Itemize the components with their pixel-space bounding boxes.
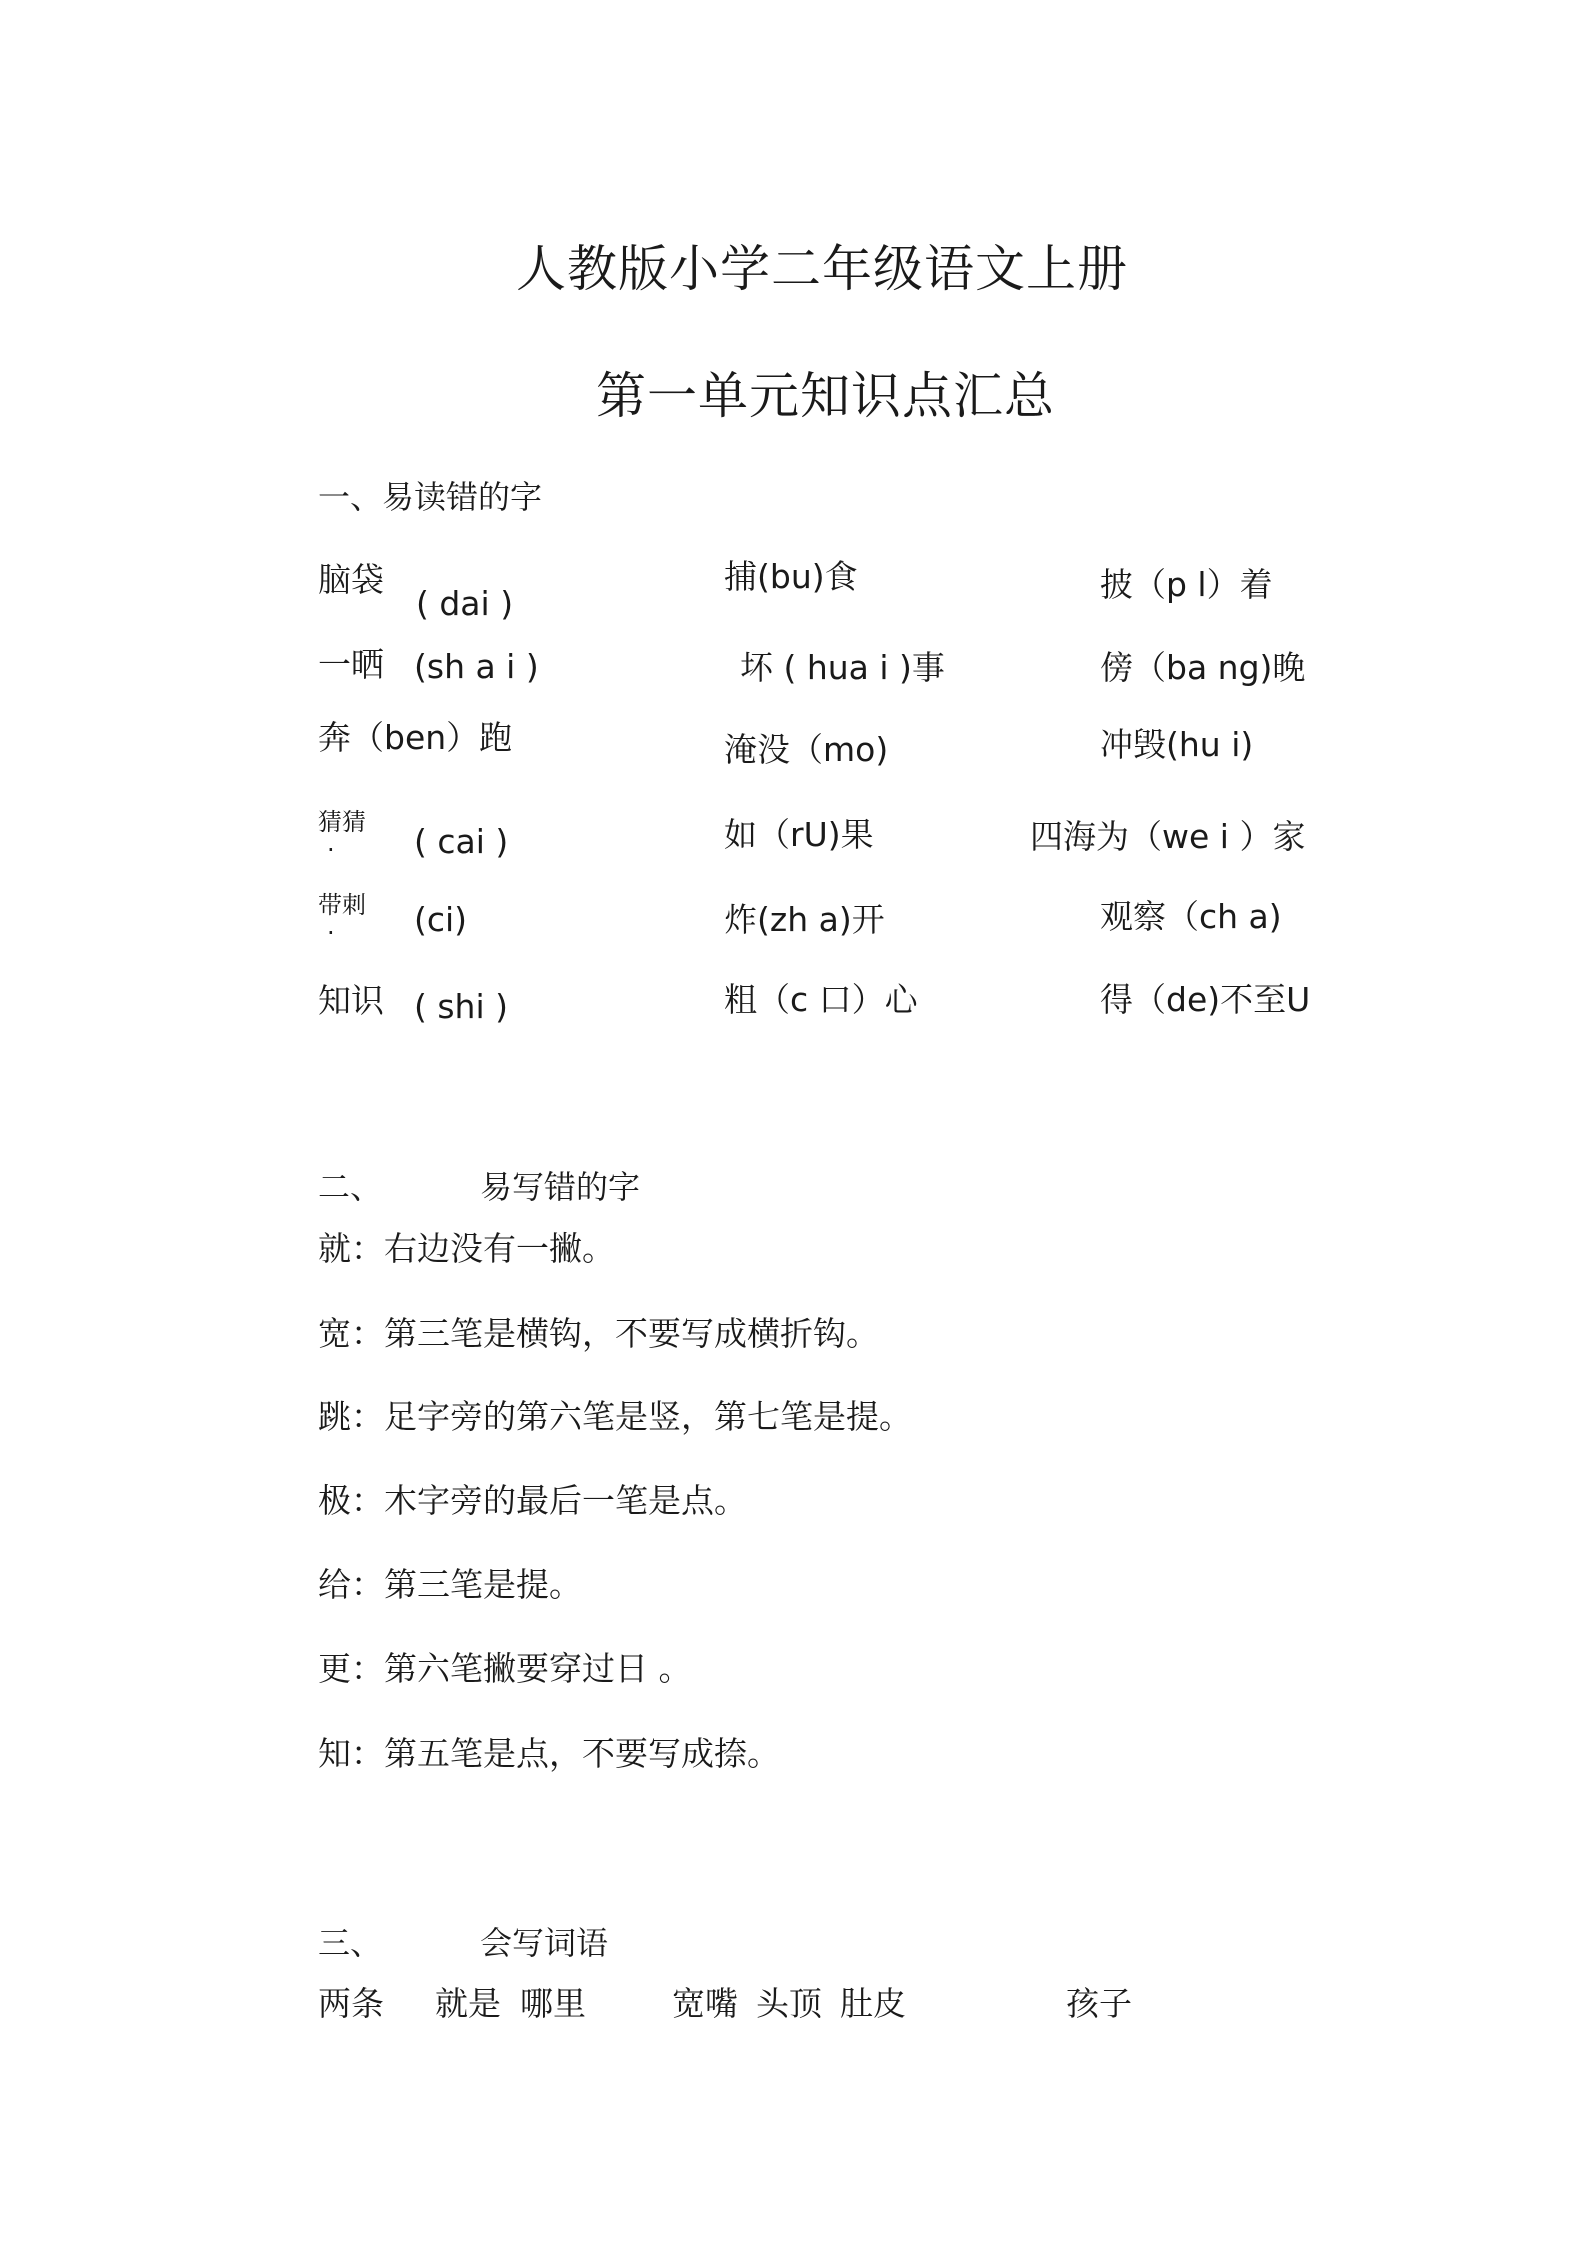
vocab-word: 两条 xyxy=(318,1984,384,2023)
word-cell: 粗（c 口）心 xyxy=(724,980,918,1019)
list-item: 就：右边没有一撇。 xyxy=(318,1229,615,1268)
word-cell: 知识 xyxy=(318,981,384,1020)
document-title: 人教版小学二年级语文上册 xyxy=(516,240,1128,298)
word-cell: 如（rU)果 xyxy=(724,815,874,854)
list-item: 知：第五笔是点，不要写成捺。 xyxy=(318,1734,780,1773)
word-cell: 奔（ben）跑 xyxy=(318,718,513,757)
list-item: 给：第三笔是提。 xyxy=(318,1565,582,1604)
list-item: 宽：第三笔是横钩，不要写成横折钩。 xyxy=(318,1314,879,1353)
word-cell: 猜猜 xyxy=(318,808,366,836)
word-cell: 炸(zh a)开 xyxy=(724,900,885,939)
word-cell: 观察（ch a) xyxy=(1100,897,1282,936)
word-cell: 四海为（we i ）家 xyxy=(1030,817,1306,856)
section3-heading-number: 三、 xyxy=(318,1924,383,1962)
vocab-word: 宽嘴 xyxy=(672,1984,738,2023)
vocab-word: 肚皮 xyxy=(840,1984,906,2023)
vocab-word: 哪里 xyxy=(520,1984,586,2023)
vocab-word: 就是 xyxy=(435,1984,501,2023)
vocab-word: 头顶 xyxy=(756,1984,822,2023)
word-cell: 坏 ( hua i )事 xyxy=(740,648,945,687)
section1-heading: 一、易读错的字 xyxy=(318,478,543,516)
word-cell: 脑袋 xyxy=(318,560,384,599)
pinyin-cell: ( dai ) xyxy=(416,584,514,623)
word-cell: 一晒 xyxy=(318,645,384,684)
section3-heading-text: 会写词语 xyxy=(480,1924,609,1962)
list-item: 更：第六笔撇要穿过日 。 xyxy=(318,1649,692,1688)
section2-heading-number: 二、 xyxy=(318,1168,383,1206)
word-cell: 傍（ba ng)晚 xyxy=(1100,648,1306,687)
word-cell: 捕(bu)食 xyxy=(724,557,858,596)
pinyin-cell: (ci) xyxy=(414,900,468,939)
word-cell: 淹没（mo) xyxy=(724,730,889,769)
pinyin-cell: (sh a i ) xyxy=(414,647,539,686)
emphasis-dot: · xyxy=(327,836,335,864)
list-item: 跳：足字旁的第六笔是竖，第七笔是提。 xyxy=(318,1397,912,1436)
vocab-word: 孩子 xyxy=(1066,1984,1132,2023)
pinyin-cell: ( shi ) xyxy=(414,987,509,1026)
word-cell: 冲毁(hu i) xyxy=(1100,725,1254,764)
word-cell: 披（p l）着 xyxy=(1100,565,1273,604)
word-cell: 带刺 xyxy=(318,891,366,919)
list-item: 极：木字旁的最后一笔是点。 xyxy=(318,1481,747,1520)
emphasis-dot: · xyxy=(327,919,335,947)
pinyin-cell: ( cai ) xyxy=(414,822,509,861)
section2-heading-text: 易写错的字 xyxy=(480,1168,641,1206)
word-cell: 得（de)不至U xyxy=(1100,980,1311,1019)
document-subtitle: 第一单元知识点汇总 xyxy=(596,367,1055,425)
